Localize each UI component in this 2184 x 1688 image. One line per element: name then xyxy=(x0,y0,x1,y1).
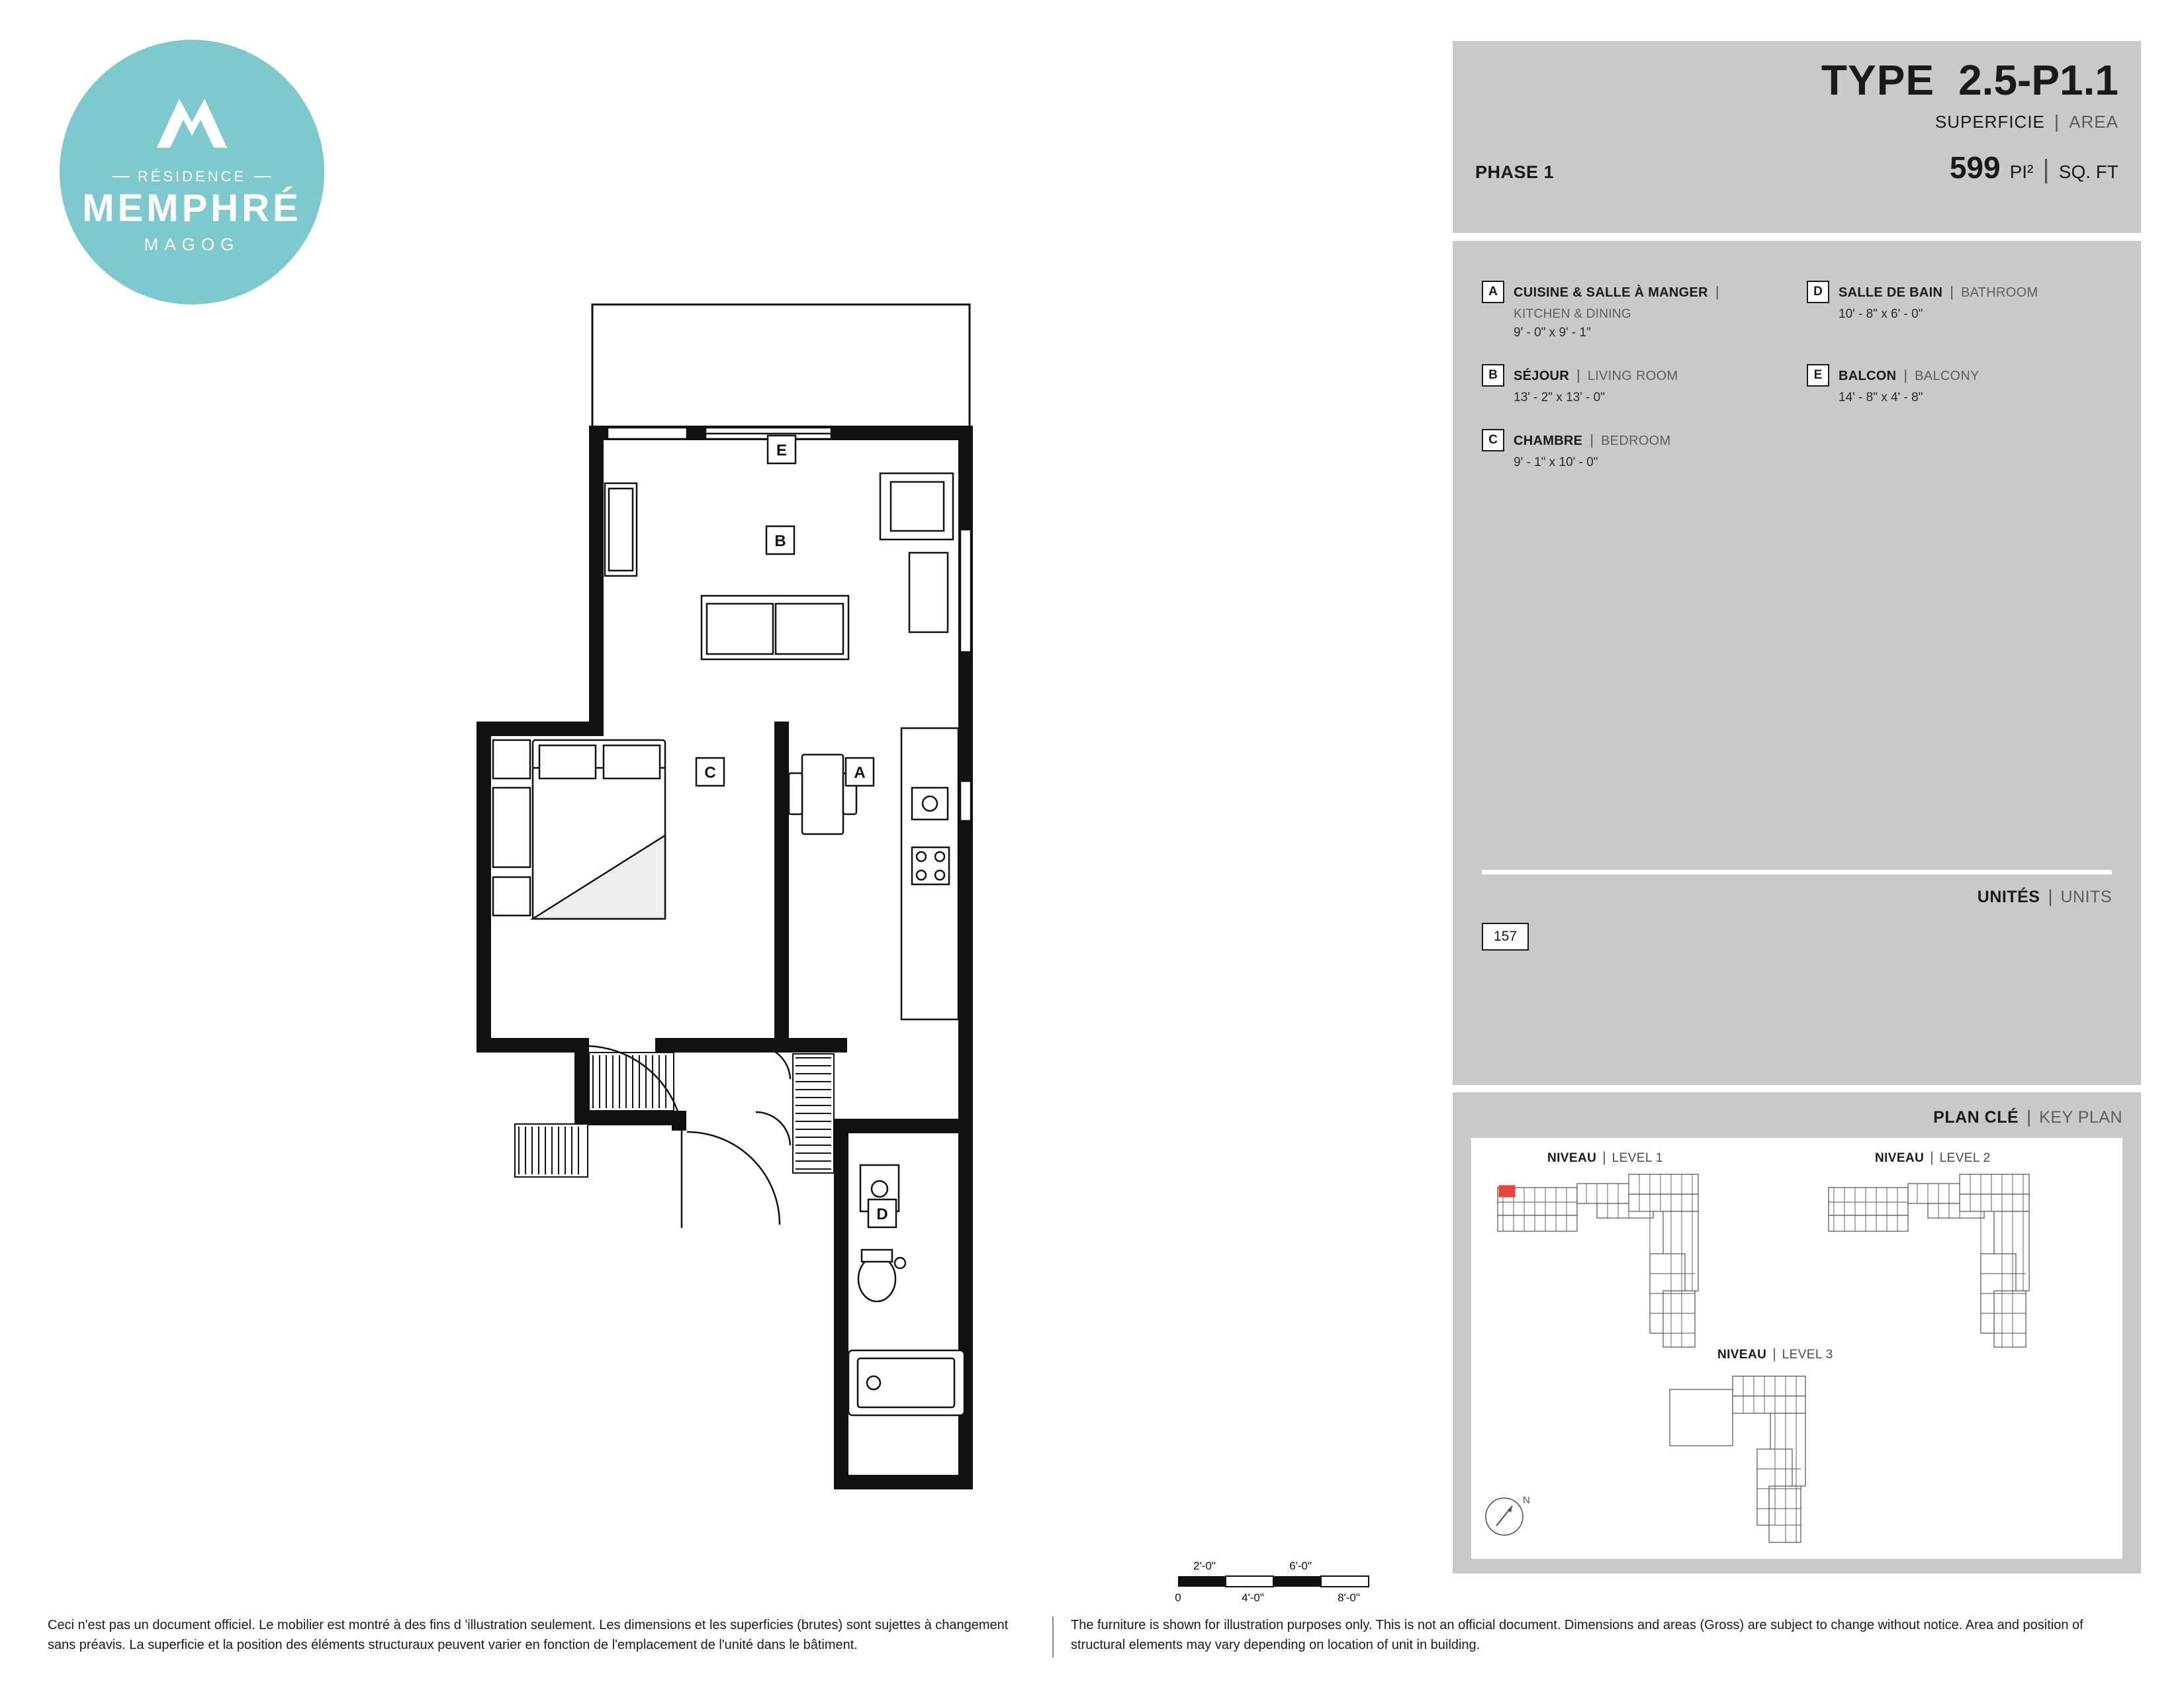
key-plan-title-fr: PLAN CLÉ xyxy=(1933,1108,2019,1127)
separator-icon: | xyxy=(2042,155,2050,184)
legend-tag-d: D xyxy=(1807,281,1829,303)
units-list xyxy=(1482,923,1529,951)
unit-title-panel xyxy=(1453,41,2141,233)
footer-french: Ceci n'est pas un document officiel. Le mobilier est montré à des fins d 'illustration seulement. Les dimensions et les superficies (brutes) sont sujettes à changement sans préavis. La superficie et la position des éléments structuraux peuvent varier en fonction de l'emplacement de l'unité dans le bâtiment. xyxy=(48,1618,1009,1652)
legend-dimensions: 10' - 8" x 6' - 0" xyxy=(1839,307,1923,321)
room-tag-A: A xyxy=(854,764,866,782)
separator-icon: | xyxy=(2054,111,2060,132)
level-1-label: NIVEAU | LEVEL 1 xyxy=(1547,1150,1663,1165)
area-label: AREA xyxy=(2069,112,2118,132)
room-tag-B: B xyxy=(774,532,786,550)
logo-residence-text: RÉSIDENCE xyxy=(113,168,271,185)
separator-icon: | xyxy=(1590,432,1594,448)
legend-item-d xyxy=(1807,281,2112,340)
legend-name-fr: SÉJOUR xyxy=(1514,369,1570,383)
superficie-label: SUPERFICIE xyxy=(1934,112,2045,132)
svg-text:4'-0": 4'-0" xyxy=(1242,1591,1264,1604)
room-tag-E: E xyxy=(776,442,788,459)
legend-item-c xyxy=(1482,429,1787,470)
legend-name-fr: CUISINE & SALLE À MANGER xyxy=(1514,285,1708,300)
type-value: 2.5-P1.1 xyxy=(1958,56,2118,104)
floor-plan xyxy=(371,265,1297,1489)
area-unit-pi2: PI² xyxy=(2009,162,2034,182)
level-2-label: NIVEAU | LEVEL 2 xyxy=(1875,1150,1991,1165)
room-tag-D: D xyxy=(876,1205,888,1223)
separator-icon: | xyxy=(1715,283,1719,300)
key-plan-canvas xyxy=(1471,1138,2122,1559)
key-plan-title xyxy=(1471,1107,2122,1127)
logo-name-text: MEMPHRÉ xyxy=(82,187,302,230)
svg-text:2'-0": 2'-0" xyxy=(1193,1560,1216,1572)
legend-name-en: KITCHEN & DINING xyxy=(1514,307,1631,321)
scale-bar xyxy=(1165,1559,1403,1612)
room-tag-C: C xyxy=(704,764,716,782)
legend-name-fr: CHAMBRE xyxy=(1514,434,1583,448)
units-title-fr: UNITÉS xyxy=(1977,888,2040,906)
legend-name-en: BEDROOM xyxy=(1601,434,1671,448)
legend-item-e xyxy=(1807,364,2112,405)
brand-logo xyxy=(60,40,324,305)
area-unit-sqft: SQ. FT xyxy=(2058,162,2118,182)
svg-text:N: N xyxy=(1523,1495,1530,1506)
legend-name-en: LIVING ROOM xyxy=(1587,369,1678,383)
legend-dimensions: 14' - 8" x 4' - 8" xyxy=(1839,391,1923,404)
legend-name-fr: BALCON xyxy=(1839,369,1897,383)
footer-english: The furniture is shown for illustration purposes only. This is not an official document. Dimensions and areas (Gross) are subject to change without notice. Area and position of structural elements may vary depending on location of unit in building. xyxy=(1071,1618,2083,1652)
legend-dimensions: 13' - 2" x 13' - 0" xyxy=(1514,391,1605,404)
logo-city-text: MAGOG xyxy=(144,234,240,254)
area-number: 599 xyxy=(1949,150,2001,185)
units-divider xyxy=(1482,870,2112,874)
type-label: TYPE xyxy=(1821,56,1935,104)
legend-dimensions: 9' - 1" x 10' - 0" xyxy=(1514,455,1598,469)
units-title-en: UNITS xyxy=(2060,888,2112,906)
legend-grid xyxy=(1482,281,2112,487)
legend-name-en: BALCONY xyxy=(1915,369,1979,383)
units-title xyxy=(1978,886,2112,907)
svg-text:8'-0": 8'-0" xyxy=(1338,1591,1360,1604)
legend-item-a xyxy=(1482,281,1787,340)
footer-disclaimer xyxy=(0,1615,2184,1658)
legend-tag-e: E xyxy=(1807,364,1829,387)
legend-tag-c: C xyxy=(1482,429,1504,451)
legend-panel xyxy=(1453,241,2141,1085)
legend-item-b xyxy=(1482,364,1787,405)
legend-name-en: BATHROOM xyxy=(1960,285,2038,300)
legend-tag-a: A xyxy=(1482,281,1504,303)
svg-text:0: 0 xyxy=(1175,1591,1181,1604)
separator-icon: | xyxy=(2026,1107,2032,1127)
mountain-logo-icon xyxy=(153,89,231,156)
level-3-label: NIVEAU | LEVEL 3 xyxy=(1717,1346,1833,1362)
legend-tag-b: B xyxy=(1482,364,1504,387)
key-plan-panel xyxy=(1453,1092,2141,1573)
separator-icon: | xyxy=(1576,367,1580,383)
north-arrow-icon xyxy=(1486,1495,1530,1535)
legend-name-fr: SALLE DE BAIN xyxy=(1839,285,1943,300)
unit-chip-157[interactable]: 157 xyxy=(1482,923,1529,951)
separator-icon: | xyxy=(1903,367,1908,383)
separator-icon: | xyxy=(2048,886,2053,906)
legend-dimensions: 9' - 0" x 9' - 1" xyxy=(1514,326,1591,340)
separator-icon: | xyxy=(1950,283,1954,300)
svg-text:6'-0": 6'-0" xyxy=(1289,1560,1312,1572)
phase-label: PHASE 1 xyxy=(1475,162,1555,182)
key-plan-title-en: KEY PLAN xyxy=(2039,1108,2122,1127)
logo-circle xyxy=(60,40,324,305)
